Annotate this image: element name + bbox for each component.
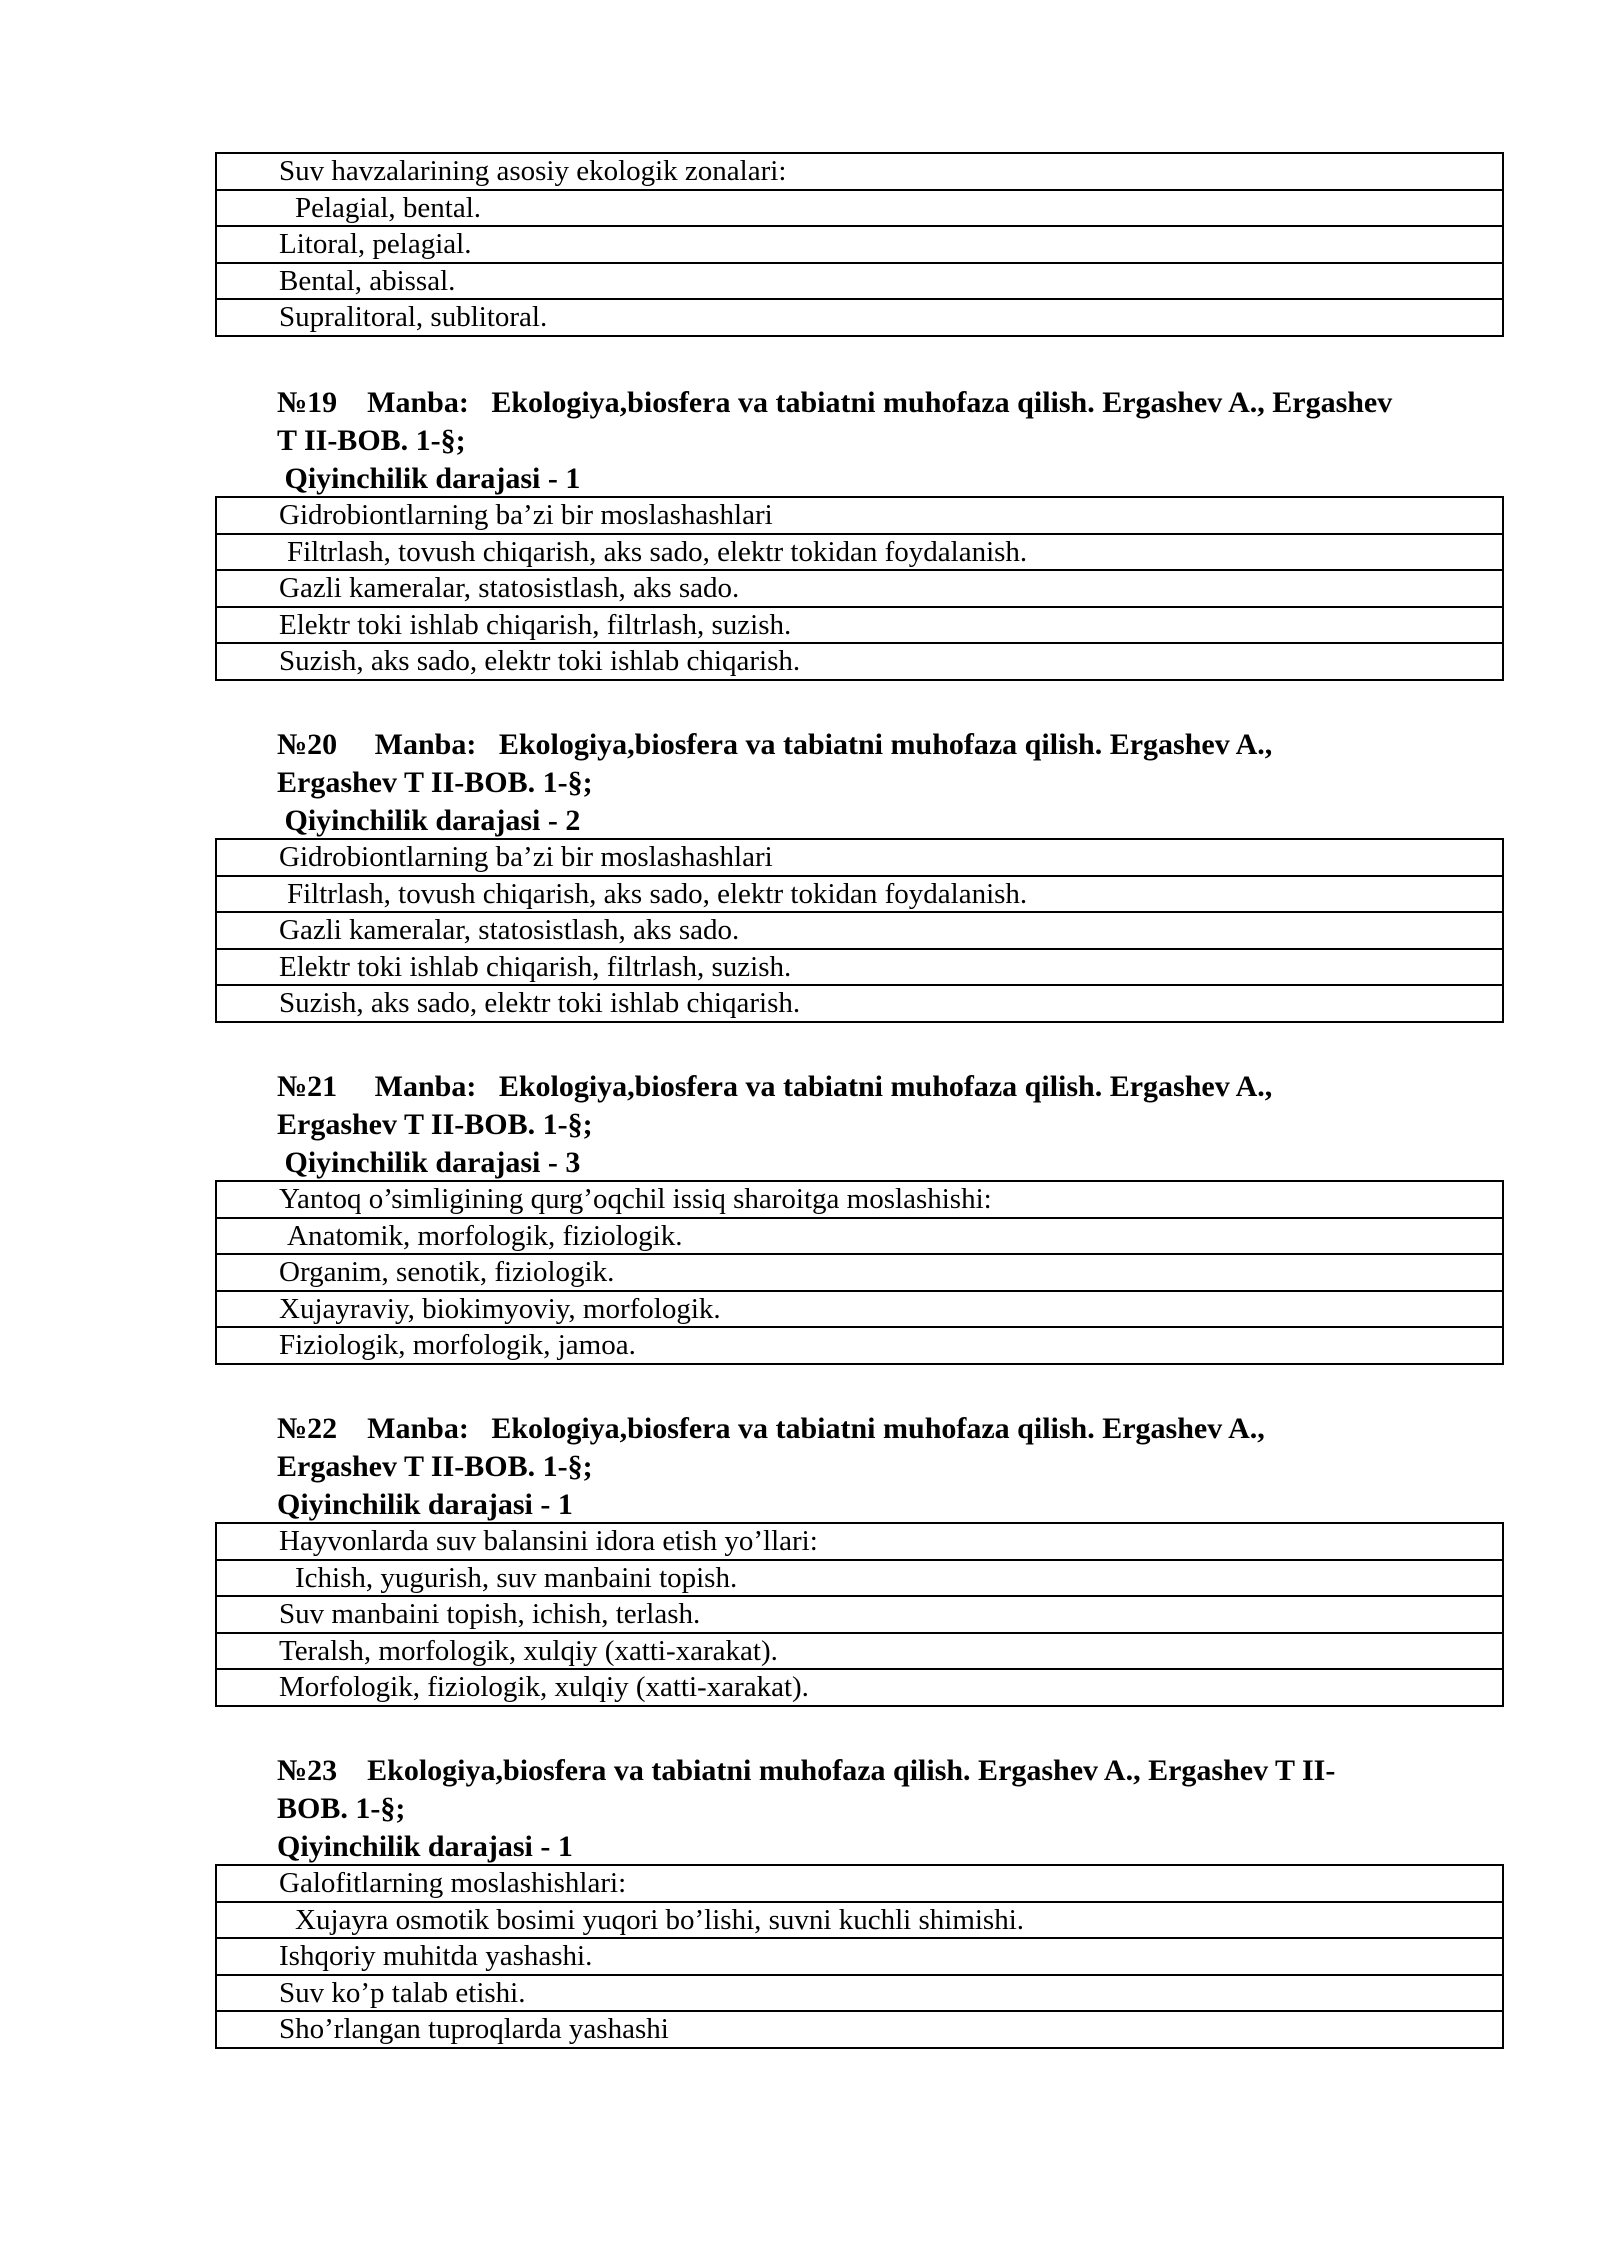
table-row xyxy=(216,643,1503,680)
difficulty-label: Qiyinchilik darajasi - 1 xyxy=(277,1488,573,1521)
table-row xyxy=(216,607,1503,644)
table-row xyxy=(216,1254,1503,1291)
answer-option: Gazli kameralar, statosistlash, aks sado. xyxy=(216,912,1503,949)
table-row xyxy=(216,1669,1503,1706)
answer-option: Fiziologik, morfologik, jamoa. xyxy=(216,1327,1503,1364)
header-line: №22 Manba: Ekologiya,biosfera va tabiatni muhofaza qilish. Ergashev A., xyxy=(277,1412,1265,1445)
question-text: Gidrobiontlarning ba’zi bir moslashashlari xyxy=(216,839,1503,876)
question-header-22 xyxy=(277,1410,1512,1524)
answer-table-19 xyxy=(215,496,1504,681)
answer-table-20 xyxy=(215,838,1504,1023)
header-line: №21 Manba: Ekologiya,biosfera va tabiatni muhofaza qilish. Ergashev A., xyxy=(277,1070,1273,1103)
table-row xyxy=(216,1327,1503,1364)
answer-table-22 xyxy=(215,1522,1504,1707)
answer-option: Gazli kameralar, statosistlash, aks sado. xyxy=(216,570,1503,607)
table-row xyxy=(216,1633,1503,1670)
answer-table-23 xyxy=(215,1864,1504,2049)
table-row xyxy=(216,985,1503,1022)
answer-option: Organim, senotik, fiziologik. xyxy=(216,1254,1503,1291)
table-row xyxy=(216,1865,1503,1902)
question-header-20 xyxy=(277,726,1512,840)
answer-option: Supralitoral, sublitoral. xyxy=(216,299,1503,336)
answer-option: Suzish, aks sado, elektr toki ishlab chiqarish. xyxy=(216,643,1503,680)
answer-option: Elektr toki ishlab chiqarish, filtrlash, suzish. xyxy=(216,949,1503,986)
question-header-19 xyxy=(277,384,1512,498)
table-row xyxy=(216,299,1503,336)
answer-option: Litoral, pelagial. xyxy=(216,226,1503,263)
table-row xyxy=(216,263,1503,300)
answer-option: Pelagial, bental. xyxy=(216,190,1503,227)
table-row xyxy=(216,534,1503,571)
answer-option: Xujayra osmotik bosimi yuqori bo’lishi, suvni kuchli shimishi. xyxy=(216,1902,1503,1939)
difficulty-label: Qiyinchilik darajasi - 1 xyxy=(277,462,581,495)
table-row xyxy=(216,912,1503,949)
table-row xyxy=(216,497,1503,534)
answer-option: Elektr toki ishlab chiqarish, filtrlash, suzish. xyxy=(216,607,1503,644)
table-row xyxy=(216,1596,1503,1633)
table-row xyxy=(216,570,1503,607)
header-line: Ergashev T II-BOB. 1-§; xyxy=(277,1450,593,1483)
table-row xyxy=(216,1560,1503,1597)
question-text: Suv havzalarining asosiy ekologik zonalari: xyxy=(216,153,1503,190)
answer-option: Sho’rlangan tuproqlarda yashashi xyxy=(216,2011,1503,2048)
answer-option: Filtrlash, tovush chiqarish, aks sado, elektr tokidan foydalanish. xyxy=(216,876,1503,913)
header-line: BOB. 1-§; xyxy=(277,1792,406,1825)
table-row xyxy=(216,949,1503,986)
answer-option: Ishqoriy muhitda yashashi. xyxy=(216,1938,1503,1975)
difficulty-label: Qiyinchilik darajasi - 3 xyxy=(277,1146,581,1179)
question-text: Hayvonlarda suv balansini idora etish yo’llari: xyxy=(216,1523,1503,1560)
question-header-23 xyxy=(277,1752,1512,1866)
question-text: Gidrobiontlarning ba’zi bir moslashashlari xyxy=(216,497,1503,534)
answer-table-21 xyxy=(215,1180,1504,1365)
table-row xyxy=(216,1291,1503,1328)
answer-option: Ichish, yugurish, suv manbaini topish. xyxy=(216,1560,1503,1597)
table-row xyxy=(216,1975,1503,2012)
table-row xyxy=(216,839,1503,876)
header-line: №20 Manba: Ekologiya,biosfera va tabiatni muhofaza qilish. Ergashev A., xyxy=(277,728,1273,761)
answer-option: Suv ko’p talab etishi. xyxy=(216,1975,1503,2012)
difficulty-label: Qiyinchilik darajasi - 1 xyxy=(277,1830,573,1863)
table-row xyxy=(216,2011,1503,2048)
question-text: Yantoq o’simligining qurg’oqchil issiq sharoitga moslashishi: xyxy=(216,1181,1503,1218)
table-row xyxy=(216,226,1503,263)
header-line: Ergashev T II-BOB. 1-§; xyxy=(277,1108,593,1141)
header-line: T II-BOB. 1-§; xyxy=(277,424,466,457)
answer-option: Filtrlash, tovush chiqarish, aks sado, elektr tokidan foydalanish. xyxy=(216,534,1503,571)
question-header-21 xyxy=(277,1068,1512,1182)
table-row xyxy=(216,1523,1503,1560)
answer-option: Teralsh, morfologik, xulqiy (xatti-xarakat). xyxy=(216,1633,1503,1670)
table-row xyxy=(216,1938,1503,1975)
answer-option: Anatomik, morfologik, fiziologik. xyxy=(216,1218,1503,1255)
answer-option: Bental, abissal. xyxy=(216,263,1503,300)
table-row xyxy=(216,190,1503,227)
table-row xyxy=(216,153,1503,190)
header-line: №23 Ekologiya,biosfera va tabiatni muhofaza qilish. Ergashev A., Ergashev T II- xyxy=(277,1754,1336,1787)
table-row xyxy=(216,1218,1503,1255)
answer-table-18 xyxy=(215,152,1504,337)
table-row xyxy=(216,1181,1503,1218)
table-row xyxy=(216,876,1503,913)
header-line: Ergashev T II-BOB. 1-§; xyxy=(277,766,593,799)
question-text: Galofitlarning moslashishlari: xyxy=(216,1865,1503,1902)
answer-option: Suzish, aks sado, elektr toki ishlab chiqarish. xyxy=(216,985,1503,1022)
header-line: №19 Manba: Ekologiya,biosfera va tabiatni muhofaza qilish. Ergashev A., Ergashev xyxy=(277,386,1393,419)
answer-option: Xujayraviy, biokimyoviy, morfologik. xyxy=(216,1291,1503,1328)
answer-option: Morfologik, fiziologik, xulqiy (xatti-xarakat). xyxy=(216,1669,1503,1706)
answer-option: Suv manbaini topish, ichish, terlash. xyxy=(216,1596,1503,1633)
difficulty-label: Qiyinchilik darajasi - 2 xyxy=(277,804,581,837)
table-row xyxy=(216,1902,1503,1939)
